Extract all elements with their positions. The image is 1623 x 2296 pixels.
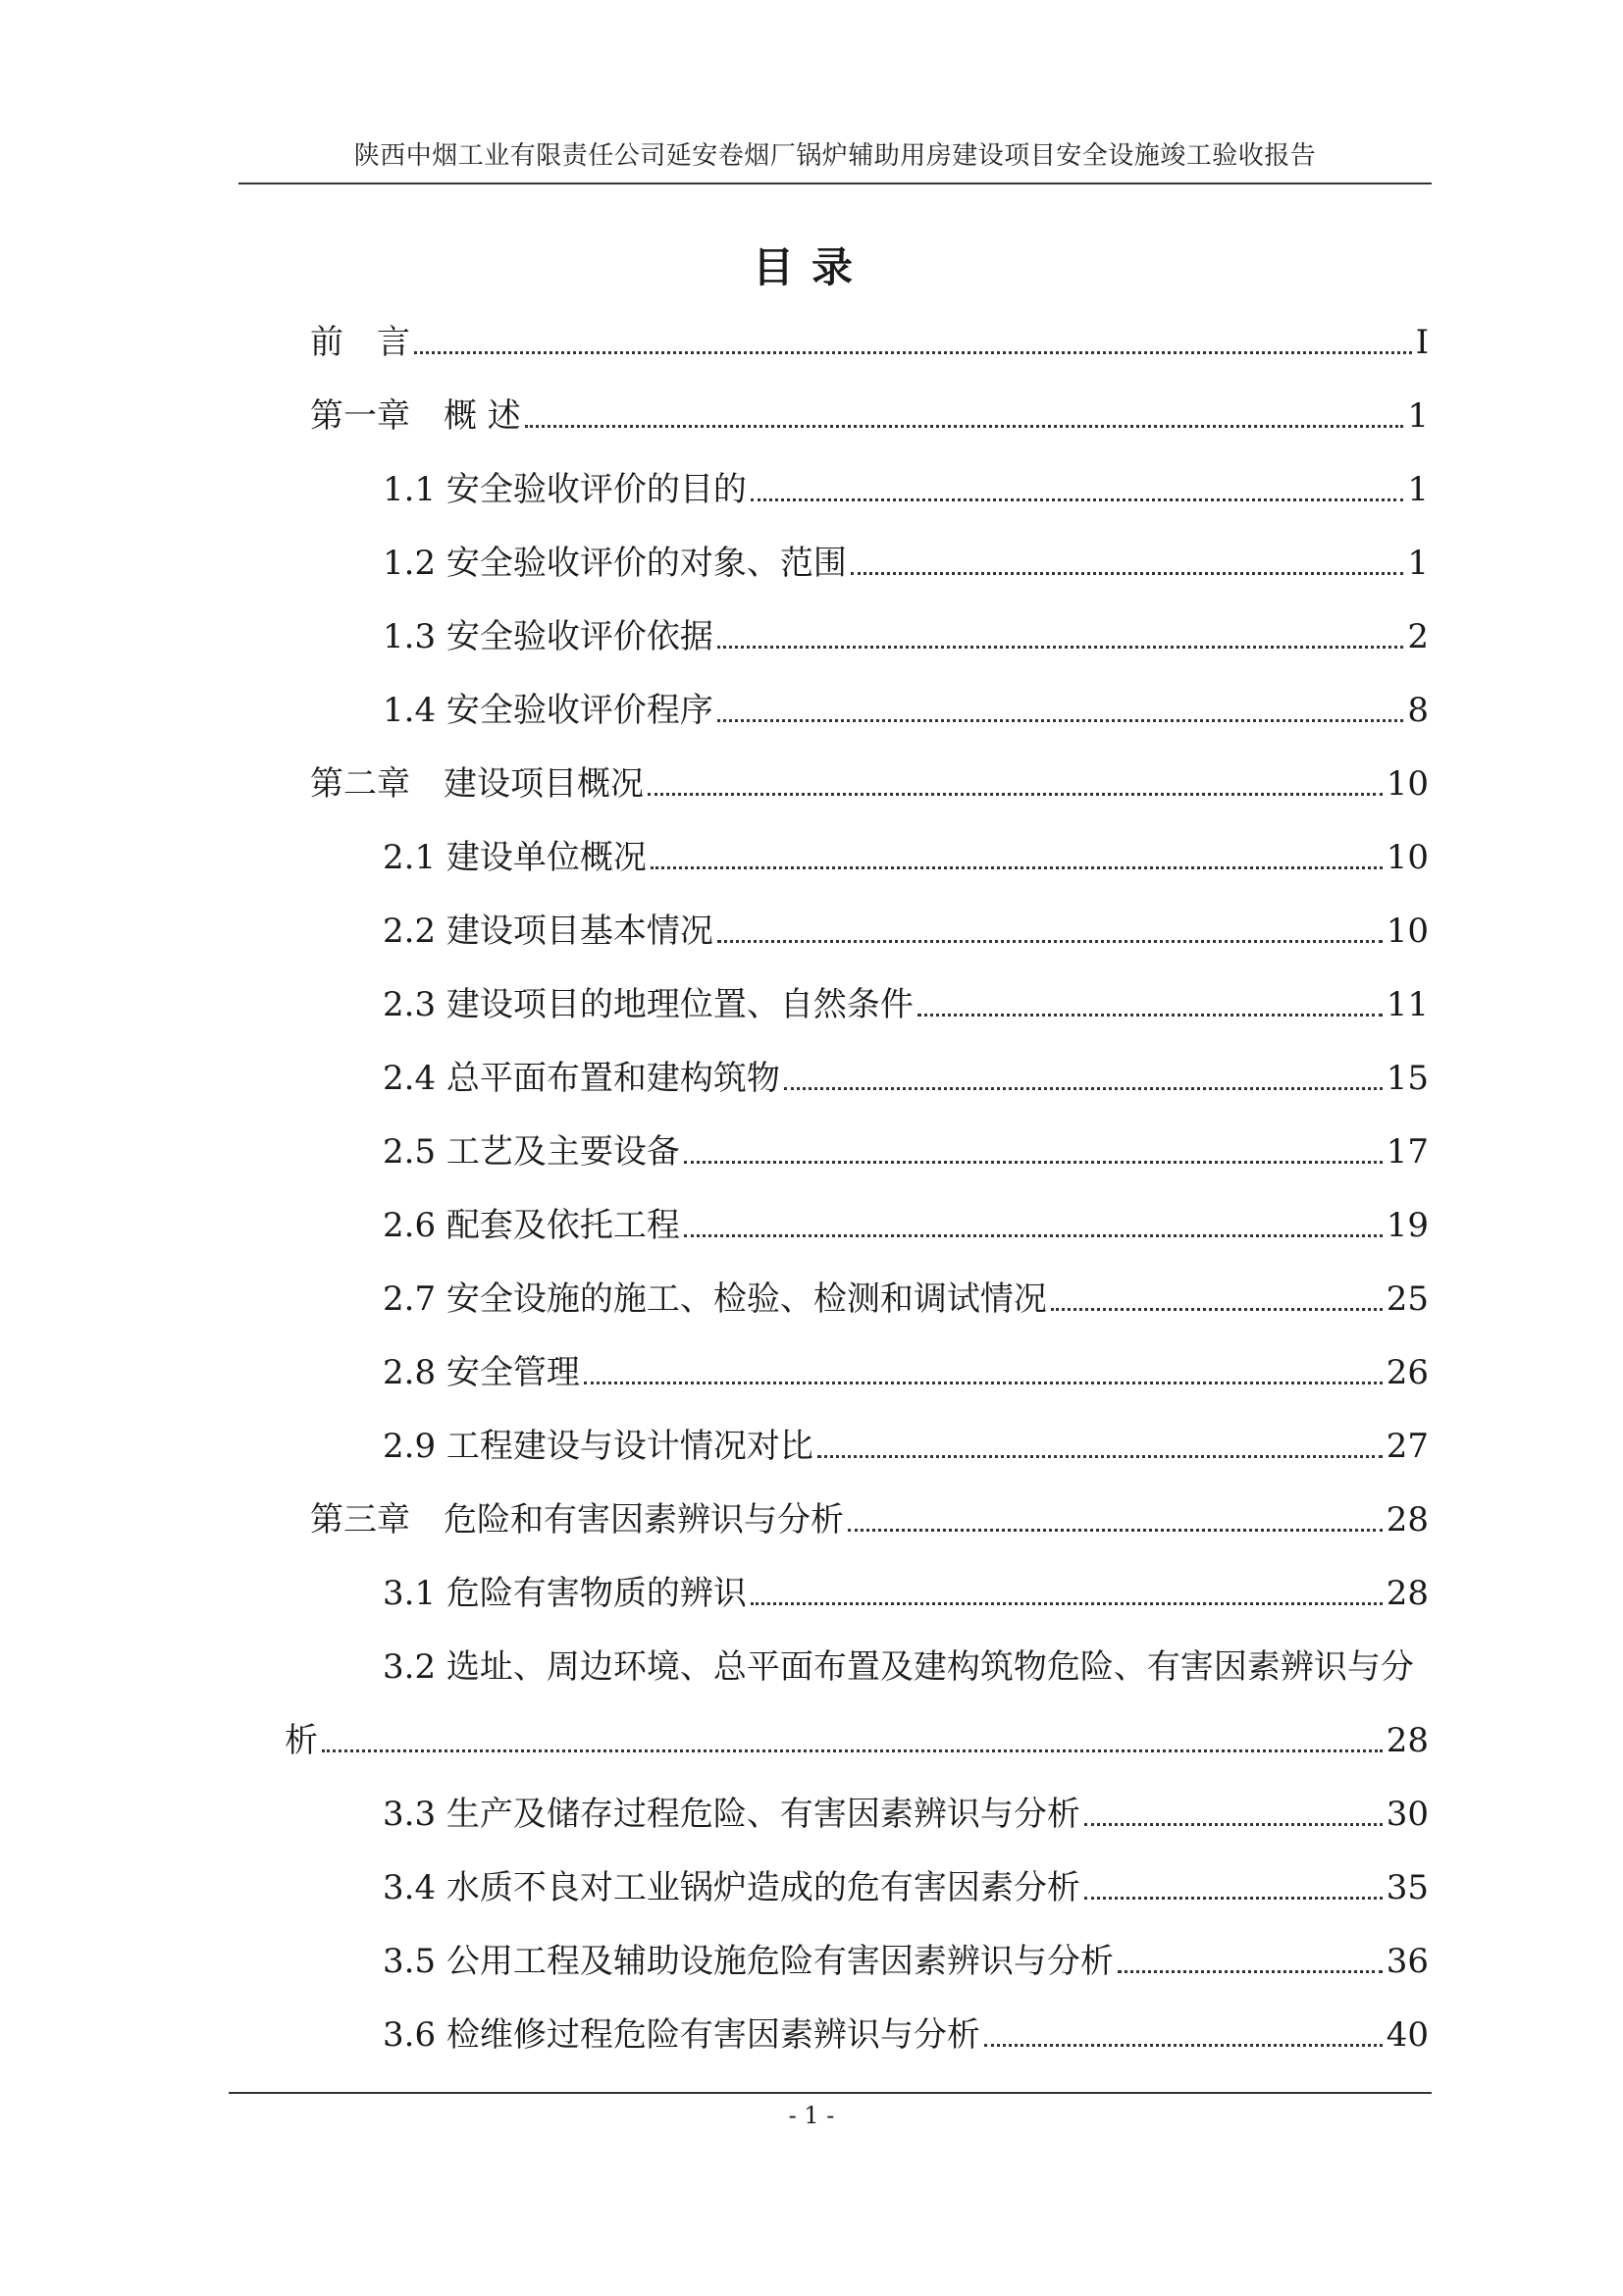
toc-entry[interactable] <box>310 1496 1429 1543</box>
toc-entry-page: I <box>1415 323 1429 362</box>
toc-leader-dots <box>1084 1811 1383 1826</box>
toc-entry-page: 10 <box>1386 912 1429 951</box>
toc-entry-page: 1 <box>1407 470 1429 509</box>
toc-leader-dots <box>1051 1296 1383 1311</box>
toc-leader-dots <box>717 707 1403 722</box>
toc-entry[interactable] <box>383 1570 1429 1617</box>
toc-entry-label: 第二章 建设项目概况 <box>310 764 644 804</box>
toc-leader-dots <box>584 1370 1383 1384</box>
toc-entry[interactable] <box>383 1864 1429 1911</box>
toc-entry[interactable] <box>383 834 1429 881</box>
toc-entry[interactable] <box>383 1128 1429 1175</box>
toc-entry[interactable] <box>383 1791 1429 1838</box>
toc-entry-page: 10 <box>1386 764 1429 804</box>
toc-entry-label: 1.2 安全验收评价的对象、范围 <box>383 544 847 583</box>
toc-entry[interactable] <box>383 1349 1429 1396</box>
toc-entry-label: 2.9 工程建设与设计情况对比 <box>383 1427 813 1466</box>
toc-entry[interactable] <box>383 466 1429 513</box>
toc-leader-dots <box>414 339 1412 354</box>
toc-leader-dots <box>651 855 1383 869</box>
toc-entry-page: 28 <box>1386 1500 1429 1539</box>
toc-entry-page: 11 <box>1386 985 1429 1024</box>
page-number: - 1 - <box>788 2102 835 2129</box>
toc-entry-label: 1.3 安全验收评价依据 <box>383 617 713 656</box>
toc-leader-dots <box>1118 1958 1383 1973</box>
toc-entry-label: 1.4 安全验收评价程序 <box>383 691 713 730</box>
toc-entry-label: 3.3 生产及储存过程危险、有害因素辨识与分析 <box>383 1795 1080 1834</box>
toc-entry[interactable] <box>383 540 1429 587</box>
footer-divider <box>229 2092 1432 2094</box>
toc-entry-page: 2 <box>1407 617 1429 656</box>
toc-entry[interactable] <box>310 760 1429 808</box>
page-title: 目录 <box>752 243 870 291</box>
toc-entry-label: 1.1 安全验收评价的目的 <box>383 470 747 509</box>
toc-entry-label: 3.1 危险有害物质的辨识 <box>383 1574 747 1613</box>
toc-leader-dots <box>717 928 1383 943</box>
toc-entry-page: 1 <box>1407 544 1429 583</box>
toc-entry-label: 3.6 检维修过程危险有害因素辨识与分析 <box>383 2015 980 2055</box>
toc-entry-label: 3.5 公用工程及辅助设施危险有害因素辨识与分析 <box>383 1942 1114 1981</box>
toc-entry-label: 2.2 建设项目基本情况 <box>383 912 713 951</box>
toc-entry[interactable] <box>383 687 1429 734</box>
toc-leader-dots <box>751 1591 1383 1605</box>
toc-entry-label[interactable]: 3.2 选址、周边环境、总平面布置及建构筑物危险、有害因素辨识与分 <box>383 1647 1414 1687</box>
toc-entry-page: 35 <box>1386 1868 1429 1907</box>
toc-entry-label: 2.5 工艺及主要设备 <box>383 1132 680 1172</box>
toc-entry-label: 3.4 水质不良对工业锅炉造成的危有害因素分析 <box>383 1868 1080 1907</box>
toc-leader-dots <box>717 634 1403 649</box>
toc-entry-label-continued: 析 <box>285 1721 318 1760</box>
toc-entry-label: 2.3 建设项目的地理位置、自然条件 <box>383 985 914 1024</box>
toc-entry-page: 8 <box>1407 691 1429 730</box>
toc-entry[interactable] <box>310 319 1429 366</box>
toc-entry-page: 40 <box>1386 2015 1429 2055</box>
toc-entry[interactable] <box>383 2011 1429 2059</box>
toc-entry-page: 36 <box>1386 1942 1429 1981</box>
toc-entry-label: 2.6 配套及依托工程 <box>383 1206 680 1245</box>
toc-entry[interactable] <box>383 981 1429 1028</box>
toc-leader-dots <box>848 1517 1383 1532</box>
toc-entry[interactable] <box>383 1938 1429 1985</box>
toc-leader-dots <box>751 487 1403 501</box>
toc-leader-dots <box>917 1002 1383 1017</box>
toc-entry-page: 26 <box>1386 1353 1429 1392</box>
toc-leader-dots <box>1084 1885 1383 1900</box>
toc-entry[interactable] <box>285 1717 1429 1764</box>
toc-entry-page: 1 <box>1407 396 1429 436</box>
toc-leader-dots <box>817 1443 1383 1458</box>
toc-entry-label: 2.7 安全设施的施工、检验、检测和调试情况 <box>383 1279 1047 1319</box>
toc-entry-label: 第三章 危险和有害因素辨识与分析 <box>310 1500 844 1539</box>
toc-leader-dots <box>784 1075 1383 1090</box>
toc-entry-page: 25 <box>1386 1279 1429 1319</box>
toc-leader-dots <box>684 1149 1383 1164</box>
toc-entry-label: 前 言 <box>310 323 410 362</box>
toc-leader-dots <box>984 2032 1383 2047</box>
running-header: 陕西中烟工业有限责任公司延安卷烟厂锅炉辅助用房建设项目安全设施竣工验收报告 <box>353 141 1317 171</box>
toc-entry[interactable] <box>383 908 1429 955</box>
toc-leader-dots <box>322 1738 1383 1752</box>
toc-entry-page: 19 <box>1386 1206 1429 1245</box>
toc-entry[interactable] <box>383 1055 1429 1102</box>
toc-entry-label: 2.1 建设单位概况 <box>383 838 647 877</box>
toc-leader-dots <box>525 413 1404 428</box>
toc-entry-page: 28 <box>1386 1574 1429 1613</box>
toc-entry-page: 30 <box>1386 1795 1429 1834</box>
toc-entry[interactable] <box>383 1276 1429 1323</box>
toc-entry-page: 17 <box>1386 1132 1429 1172</box>
toc-leader-dots <box>648 781 1383 796</box>
toc-entry-page: 10 <box>1386 838 1429 877</box>
toc-entry[interactable] <box>383 1423 1429 1470</box>
toc-entry-page: 15 <box>1386 1059 1429 1098</box>
toc-leader-dots <box>851 560 1403 575</box>
toc-leader-dots <box>684 1223 1383 1237</box>
toc-entry-label: 2.8 安全管理 <box>383 1353 580 1392</box>
toc-entry-page: 27 <box>1386 1427 1429 1466</box>
toc-entry-page: 28 <box>1386 1721 1429 1760</box>
toc-entry[interactable] <box>383 1202 1429 1249</box>
toc-entry[interactable] <box>310 392 1429 440</box>
toc-entry-label: 2.4 总平面布置和建构筑物 <box>383 1059 780 1098</box>
toc-entry[interactable] <box>383 613 1429 660</box>
toc-entry-label: 第一章 概 述 <box>310 396 521 436</box>
